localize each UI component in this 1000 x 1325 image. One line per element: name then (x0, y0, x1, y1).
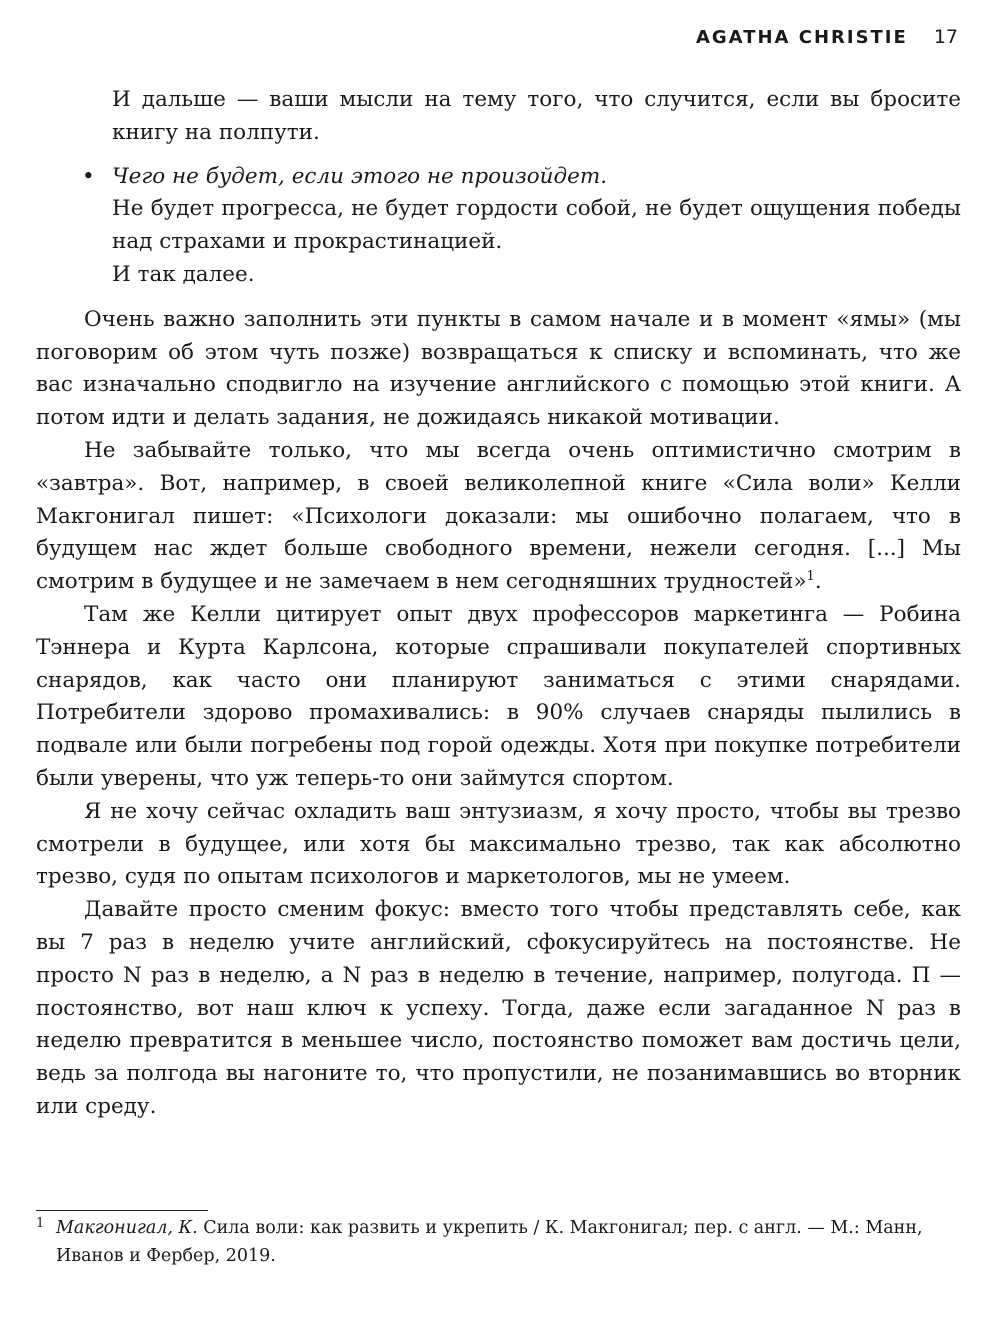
paragraph-4: Я не хочу сейчас охладить ваш энтузиазм, я хочу просто, чтобы вы трезво смотрели в будущее, или хотя бы максимально трезво, так как абсолютно трезво, судя по опытам психологов и маркетологов, мы не умеем. (36, 798, 961, 890)
bullet-italic: Чего не будет, если этого не произойдет. (112, 163, 608, 189)
bullet-item (36, 161, 961, 292)
footnote-body (36, 1214, 961, 1270)
page-header (696, 26, 958, 48)
running-head: AGATHA CHRISTIE (695, 27, 908, 48)
bullet-icon: • (82, 163, 95, 189)
footnote-number: 1 (36, 1216, 45, 1231)
main-text (36, 84, 961, 1124)
bullet-line-2: И так далее. (112, 261, 255, 287)
footnote-ref: 1 (806, 569, 815, 584)
bullet-line-1: Не будет прогресса, не будет гордости собой, не будет ощущения победы над страхами и прокрастинацией. (112, 196, 961, 255)
footnote-author: Макгонигал, К. (56, 1218, 198, 1238)
continuation-text: И дальше — ваши мысли на тему того, что случится, если вы бросите книгу на полпути. (112, 87, 961, 145)
page-number: 17 (933, 26, 958, 48)
footnote (36, 1214, 961, 1270)
continuation-block (36, 84, 961, 150)
paragraph-2: Не забывайте только, что мы всегда очень оптимистично смотрим в «завтра». Вот, например, в своей великолепной книге «Сила воли» Келли Макгонигал пишет: «Психологи доказали: мы ошибочно полагаем, что в будущем нас ждет больше свободного времени, нежели сегодня. [...] Мы смотрим в будущее и не замечаем в нем сегодняшних трудностей»$^1$. (36, 437, 961, 595)
paragraph-2-text: Не забывайте только, что мы всегда очень оптимистично смотрим в «завтра». Вот, например, в своей великолепной книге «Сила воли» Келли Макгонигал пишет: «Психологи доказали: мы ошибочно полагаем, что в будущем нас ждет больше свободного времени, нежели сегодня. [...] Мы смотрим в будущее и не замечаем в нем сегодняшних трудностей» (36, 437, 961, 595)
paragraph-3: Там же Келли цитирует опыт двух профессоров маркетинга — Робина Тэннера и Курта Карлсона, которые спрашивали покупателей спортивных снарядов, как часто они планируют заниматься с этими снарядами. Потребители здорово промахивались: в 90% случаев снаряды пылились в подвале или были погребены под горой одежды. Хотя при покупке потребители были уверены, что уж теперь-то они займутся спортом. (36, 601, 961, 791)
footnote-text: Сила воли: как развить и укрепить / К. Макгонигал; пер. с англ. — М.: Манн, Иванов и Фербер, 2019. (56, 1218, 923, 1266)
paragraph-5: Давайте просто сменим фокус: вместо того чтобы представлять себе, как вы 7 раз в неделю учите английский, сфокусируйтесь на постоянстве. Не просто N раз в неделю, а N раз в неделю в течение, например, полугода. П — постоянство, вот наш ключ к успеху. Тогда, даже если загаданное N раз в неделю превратится в меньшее число, постоянство поможет вам достичь цели, ведь за полгода вы нагоните то, что пропустили, не позанимавшись во вторник или среду. (36, 897, 961, 1119)
footnote-divider (36, 1210, 208, 1211)
paragraph-1: Очень важно заполнить эти пункты в самом начале и в момент «ямы» (мы поговорим об этом чуть позже) возвращаться к списку и вспоминать, что же вас изначально сподвигло на изучение английского с помощью этой книги. А потом идти и делать задания, не дожидаясь никакой мотивации. (36, 306, 961, 431)
